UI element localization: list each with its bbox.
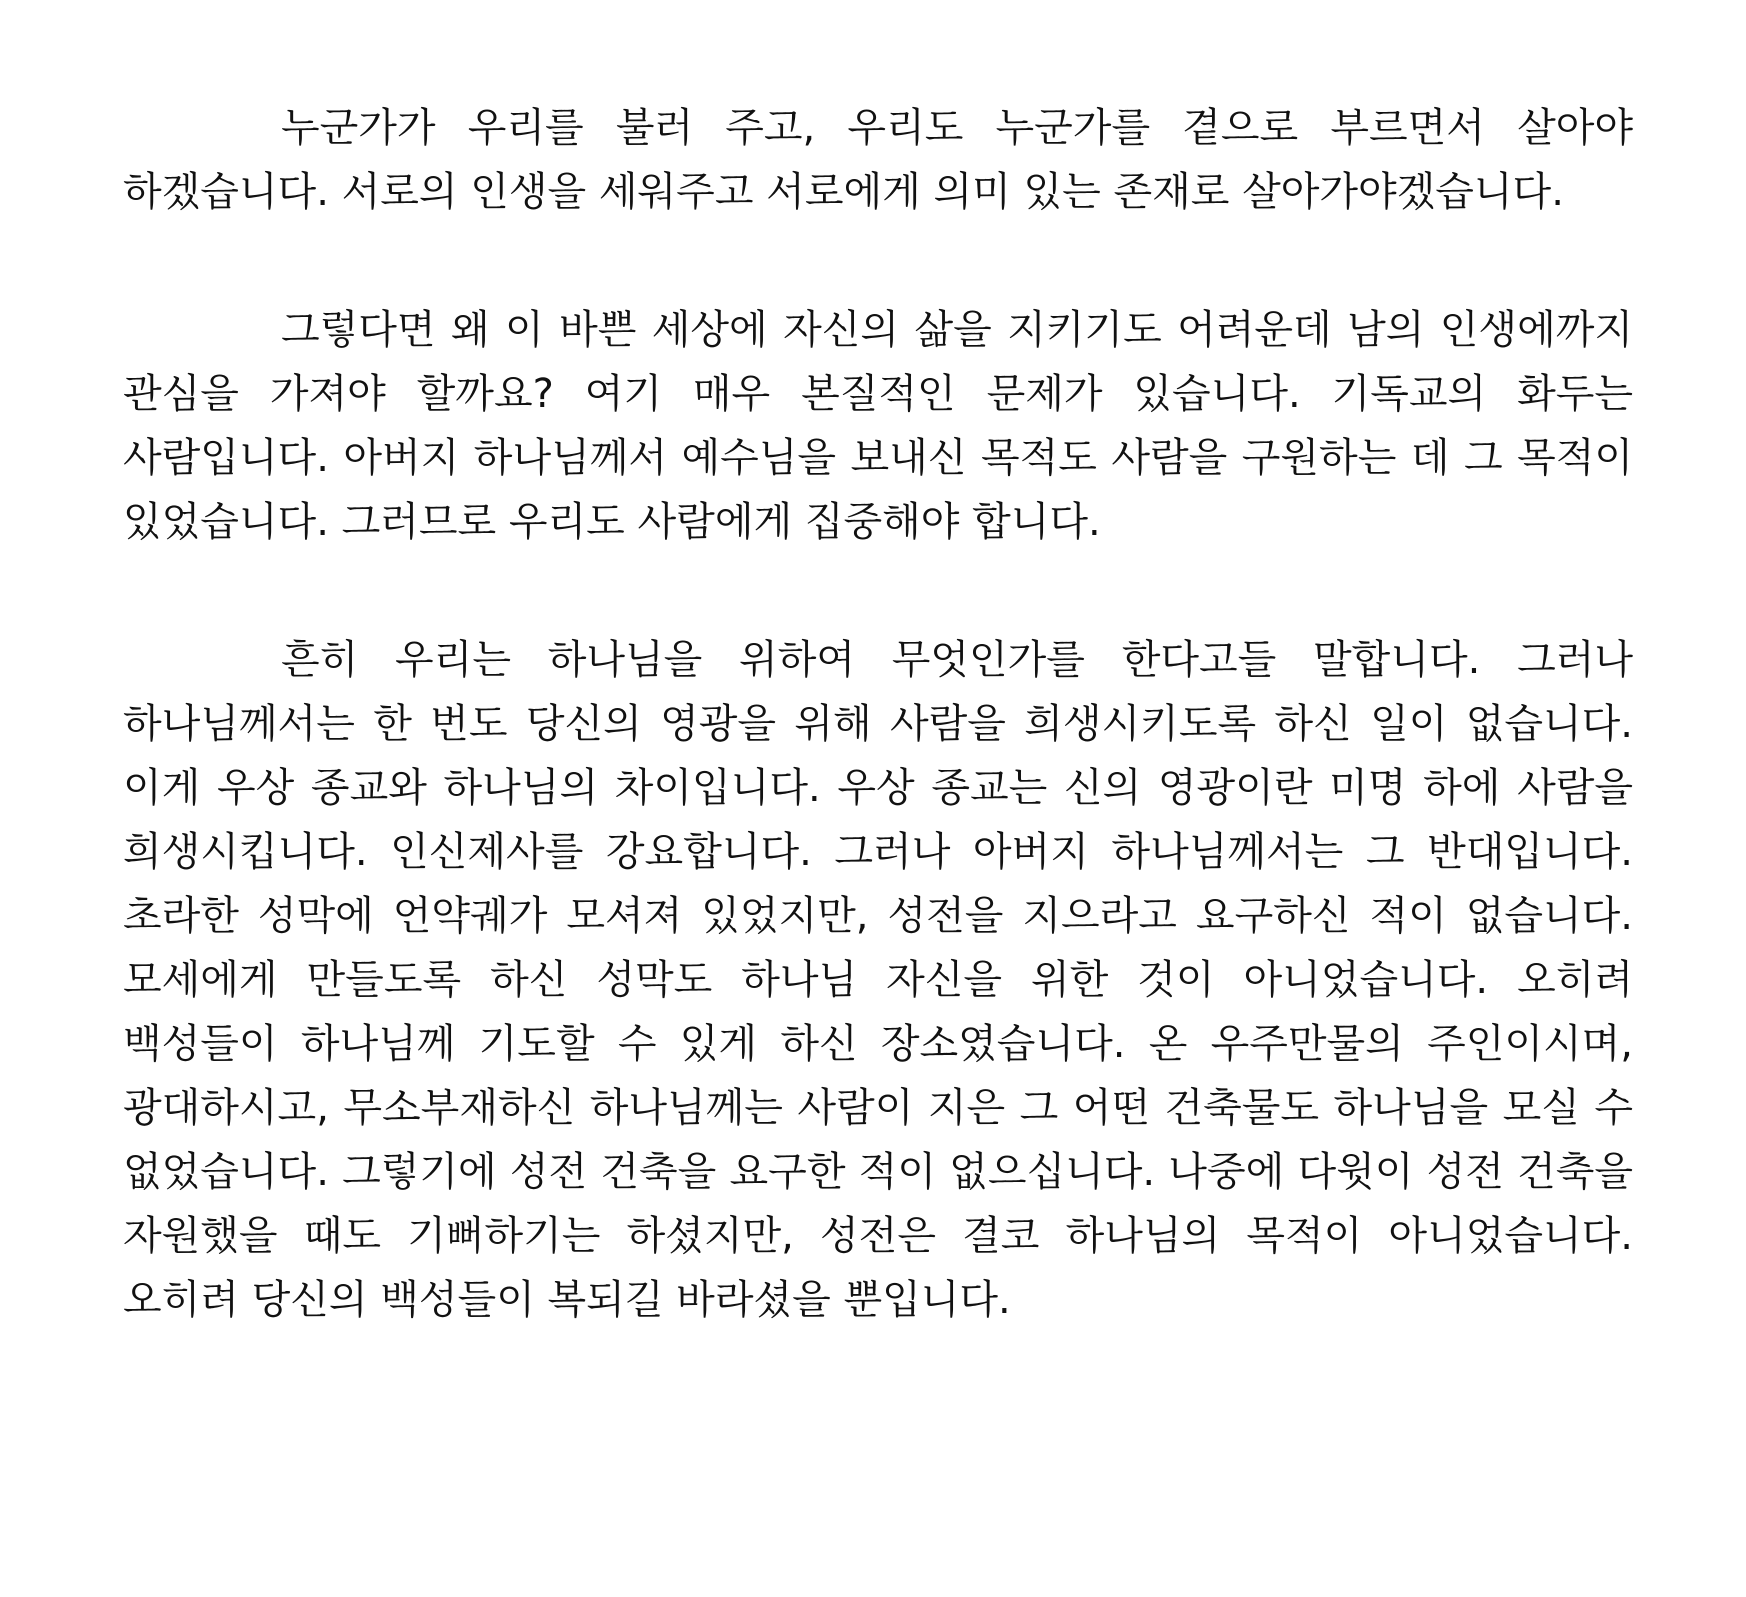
- paragraph-1: 누군가가 우리를 불러 주고, 우리도 누군가를 곁으로 부르면서 살아야 하겠습니다. 서로의 인생을 세워주고 서로에게 의미 있는 존재로 살아가야겠습니다.: [123, 105, 1633, 215]
- document-page: [123, 96, 1633, 1332]
- paragraph-2: 그렇다면 왜 이 바쁜 세상에 자신의 삶을 지키기도 어려운데 남의 인생에까지 관심을 가져야 할까요? 여기 매우 본질적인 문제가 있습니다. 기독교의 화두는 사람입니다. 아버지 하나님께서 예수님을 보내신 목적도 사람을 구원하는 데 그 목적이 있었습니다. 그러므로 우리도 사람에게 집중해야 합니다.: [123, 307, 1633, 545]
- paragraph-3: 흔히 우리는 하나님을 위하여 무엇인가를 한다고들 말합니다. 그러나 하나님께서는 한 번도 당신의 영광을 위해 사람을 희생시키도록 하신 일이 없습니다. 이게 우상 종교와 하나님의 차이입니다. 우상 종교는 신의 영광이란 미명 하에 사람을 희생시킵니다. 인신제사를 강요합니다. 그러나 아버지 하나님께서는 그 반대입니다. 초라한 성막에 언약궤가 모셔져 있었지만, 성전을 지으라고 요구하신 적이 없습니다. 모세에게 만들도록 하신 성막도 하나님 자신을 위한 것이 아니었습니다. 오히려 백성들이 하나님께 기도할 수 있게 하신 장소였습니다. 온 우주만물의 주인이시며, 광대하시고, 무소부재하신 하나님께는 사람이 지은 그 어떤 건축물도 하나님을 모실 수 없었습니다. 그렇기에 성전 건축을 요구한 적이 없으십니다. 나중에 다윗이 성전 건축을 자원했을 때도 기뻐하기는 하셨지만, 성전은 결코 하나님의 목적이 아니었습니다. 오히려 당신의 백성들이 복되길 바라셨을 뿐입니다.: [123, 637, 1633, 1323]
